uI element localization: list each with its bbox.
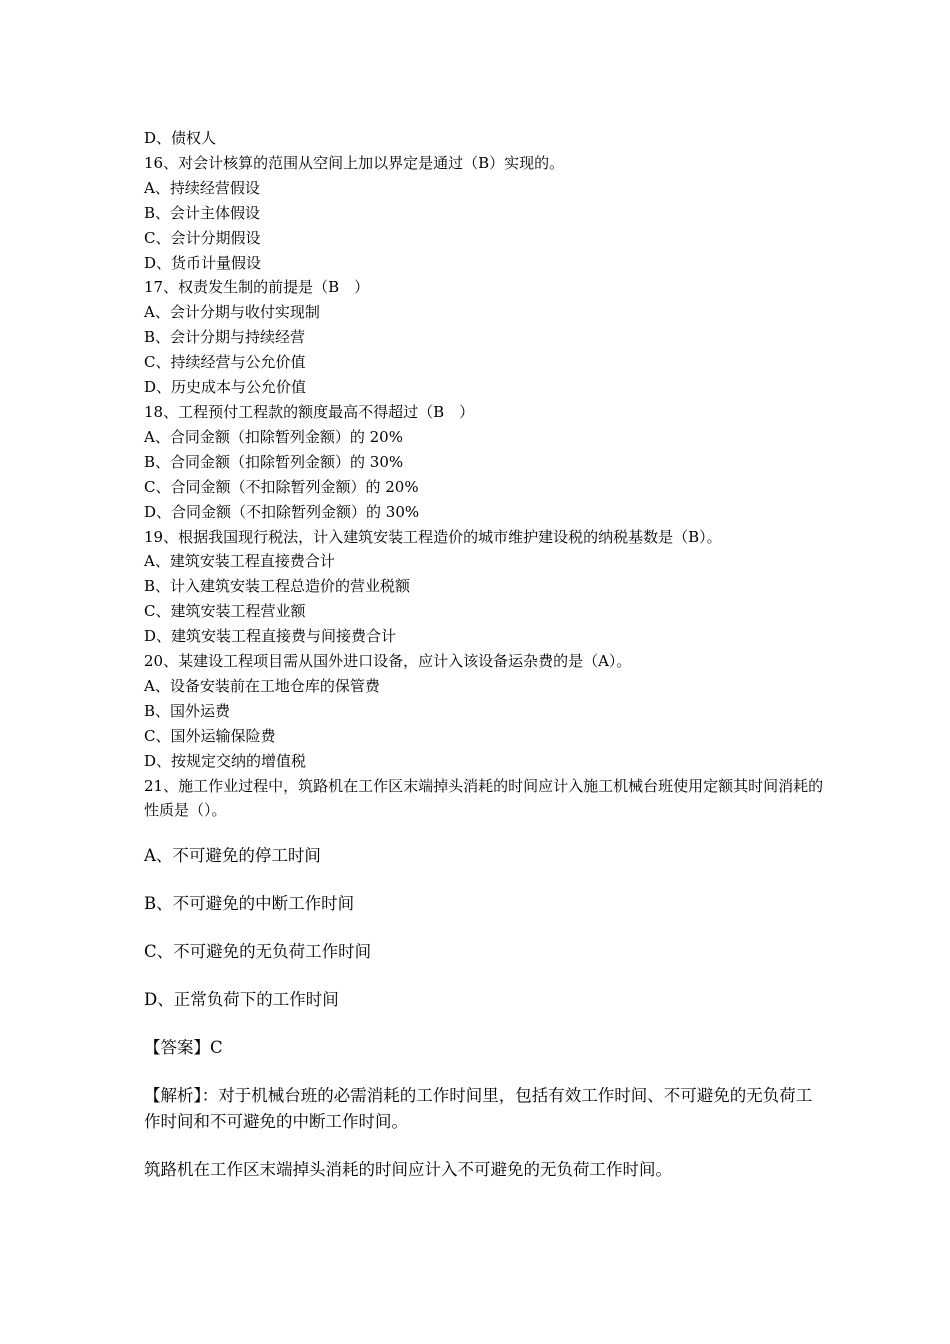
option-line: C、合同金额（不扣除暂列金额）的 20% (144, 477, 419, 496)
option-line: D、合同金额（不扣除暂列金额）的 30% (144, 502, 420, 521)
question-list (144, 126, 824, 823)
option-line: B、会计分期与持续经营 (144, 328, 306, 347)
option-c: C、不可避免的无负荷工作时间 (144, 942, 372, 961)
question-21: 21、施工作业过程中，筑路机在工作区末端掉头消耗的时间应计入施工机械台班使用定额其时间消耗的性质是（）。 (144, 776, 824, 820)
option-line: D、债权人 (144, 129, 217, 147)
question-17: 17、权责发生制的前提是（B ） (144, 278, 370, 297)
option-line: B、计入建筑安装工程总造价的营业税额 (144, 577, 411, 596)
option-line: B、合同金额（扣除暂列金额）的 30% (144, 452, 404, 471)
option-line: C、国外运输保险费 (144, 726, 276, 745)
option-line: D、按规定交纳的增值税 (144, 751, 307, 770)
option-line: D、历史成本与公允价值 (144, 378, 307, 397)
option-line: A、会计分期与收付实现制 (144, 303, 320, 322)
option-line: A、设备安装前在工地仓库的保管费 (144, 676, 380, 695)
option-line: B、国外运费 (144, 701, 231, 720)
option-line: C、建筑安装工程营业额 (144, 602, 306, 621)
answer: 【答案】C (144, 1038, 223, 1057)
option-line: B、会计主体假设 (144, 203, 261, 222)
option-line: C、持续经营与公允价值 (144, 353, 306, 372)
option-line: D、建筑安装工程直接费与间接费合计 (144, 627, 397, 646)
analysis: 【解析】：对于机械台班的必需消耗的工作时间里，包括有效工作时间、不可避免的无负荷工作时间和不可避免的中断工作时间。 (144, 1086, 813, 1131)
option-d: D、正常负荷下的工作时间 (144, 990, 339, 1009)
option-line: A、持续经营假设 (144, 178, 260, 197)
question-18: 18、工程预付工程款的额度最高不得超过（B ） (144, 402, 475, 421)
option-line: C、会计分期假设 (144, 228, 261, 247)
question-21-details (144, 843, 814, 1205)
option-b: B、不可避免的中断工作时间 (144, 894, 355, 913)
question-16: 16、对会计核算的范围从空间上加以界定是通过（B）实现的。 (144, 153, 565, 172)
question-19: 19、根据我国现行税法，计入建筑安装工程造价的城市维护建设税的纳税基数是（B）。 (144, 527, 722, 546)
question-20: 20、某建设工程项目需从国外进口设备，应计入该设备运杂费的是（A）。 (144, 652, 632, 671)
conclusion: 筑路机在工作区末端掉头消耗的时间应计入不可避免的无负荷工作时间。 (144, 1160, 672, 1179)
option-line: A、建筑安装工程直接费合计 (144, 552, 335, 571)
option-line: A、合同金额（扣除暂列金额）的 20% (144, 427, 403, 446)
option-a: A、不可避免的停工时间 (144, 846, 321, 865)
option-line: D、货币计量假设 (144, 253, 262, 272)
